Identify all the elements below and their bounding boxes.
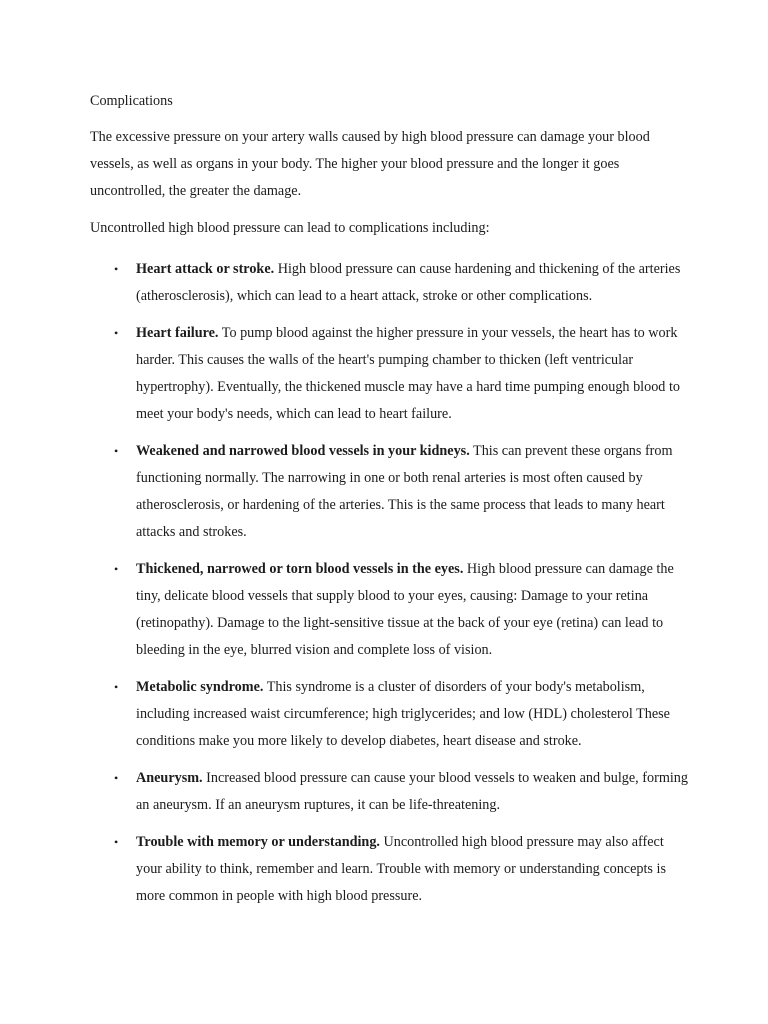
list-item-aneurysm	[90, 765, 690, 819]
list-item-text: Increased blood pressure can cause your blood vessels to weaken and bulge, forming an aneurysm. If an aneurysm ruptures, it can be life-threatening.	[136, 770, 688, 813]
list-item-kidneys	[90, 438, 690, 546]
list-item-title: Metabolic syndrome.	[136, 679, 264, 695]
list-item-title: Heart failure.	[136, 325, 219, 341]
section-heading: Complications	[90, 93, 173, 109]
bullet-icon: •	[114, 771, 119, 785]
list-item-text: High blood pressure can damage the tiny, delicate blood vessels that supply blood to your eyes, causing: Damage to your retina (retinopathy). Damage to the light-sensitive tissue at the back of your eye (retina) can lead to bleeding in the eye, blurred vision and complete loss of vision.	[136, 561, 674, 658]
bullet-icon: •	[114, 444, 119, 458]
list-item-text: Uncontrolled high blood pressure may also affect your ability to think, remember and learn. Trouble with memory or understanding concepts is more common in people with high blood pressure.	[136, 834, 666, 904]
list-item-memory	[90, 829, 690, 910]
list-item-metabolic-syndrome	[90, 674, 690, 755]
bullet-icon: •	[114, 680, 119, 694]
list-item-title: Thickened, narrowed or torn blood vessels in the eyes.	[136, 561, 464, 577]
bullet-icon: •	[114, 835, 119, 849]
list-item-text: To pump blood against the higher pressure in your vessels, the heart has to work harder. This causes the walls of the heart's pumping chamber to thicken (left ventricular hypertrophy). Eventually, the thickened muscle may have a hard time pumping enough blood to meet your body's needs, which can lead to heart failure.	[136, 325, 680, 422]
list-item-title: Trouble with memory or understanding.	[136, 834, 380, 850]
list-item-text: This can prevent these organs from functioning normally. The narrowing in one or both renal arteries is most often caused by atherosclerosis, or hardening of the arteries. This is the same process that leads to many heart attacks and strokes.	[136, 443, 673, 540]
list-item-title: Weakened and narrowed blood vessels in your kidneys.	[136, 443, 470, 459]
intro-paragraph: The excessive pressure on your artery walls caused by high blood pressure can damage your blood vessels, as well as organs in your body. The higher your blood pressure and the longer it goes uncontrolled, the greater the damage.	[90, 129, 650, 199]
list-item-text: This syndrome is a cluster of disorders of your body's metabolism, including increased waist circumference; high triglycerides; and low (HDL) cholesterol These conditions make you more likely to develop diabetes, heart disease and stroke.	[136, 679, 670, 749]
list-item-eyes	[90, 556, 690, 664]
complications-list	[90, 256, 690, 910]
bullet-icon: •	[114, 562, 119, 576]
bullet-icon: •	[114, 262, 119, 276]
lead-in-paragraph: Uncontrolled high blood pressure can lead to complications including:	[90, 220, 490, 236]
list-item-heart-failure	[90, 320, 690, 428]
list-item-title: Aneurysm.	[136, 770, 203, 786]
list-item-title: Heart attack or stroke.	[136, 261, 275, 277]
list-item-text: High blood pressure can cause hardening and thickening of the arteries (atherosclerosis), which can lead to a heart attack, stroke or other complications.	[136, 261, 681, 304]
bullet-icon: •	[114, 326, 119, 340]
document-page	[90, 88, 690, 920]
list-item-heart-attack	[90, 256, 690, 310]
